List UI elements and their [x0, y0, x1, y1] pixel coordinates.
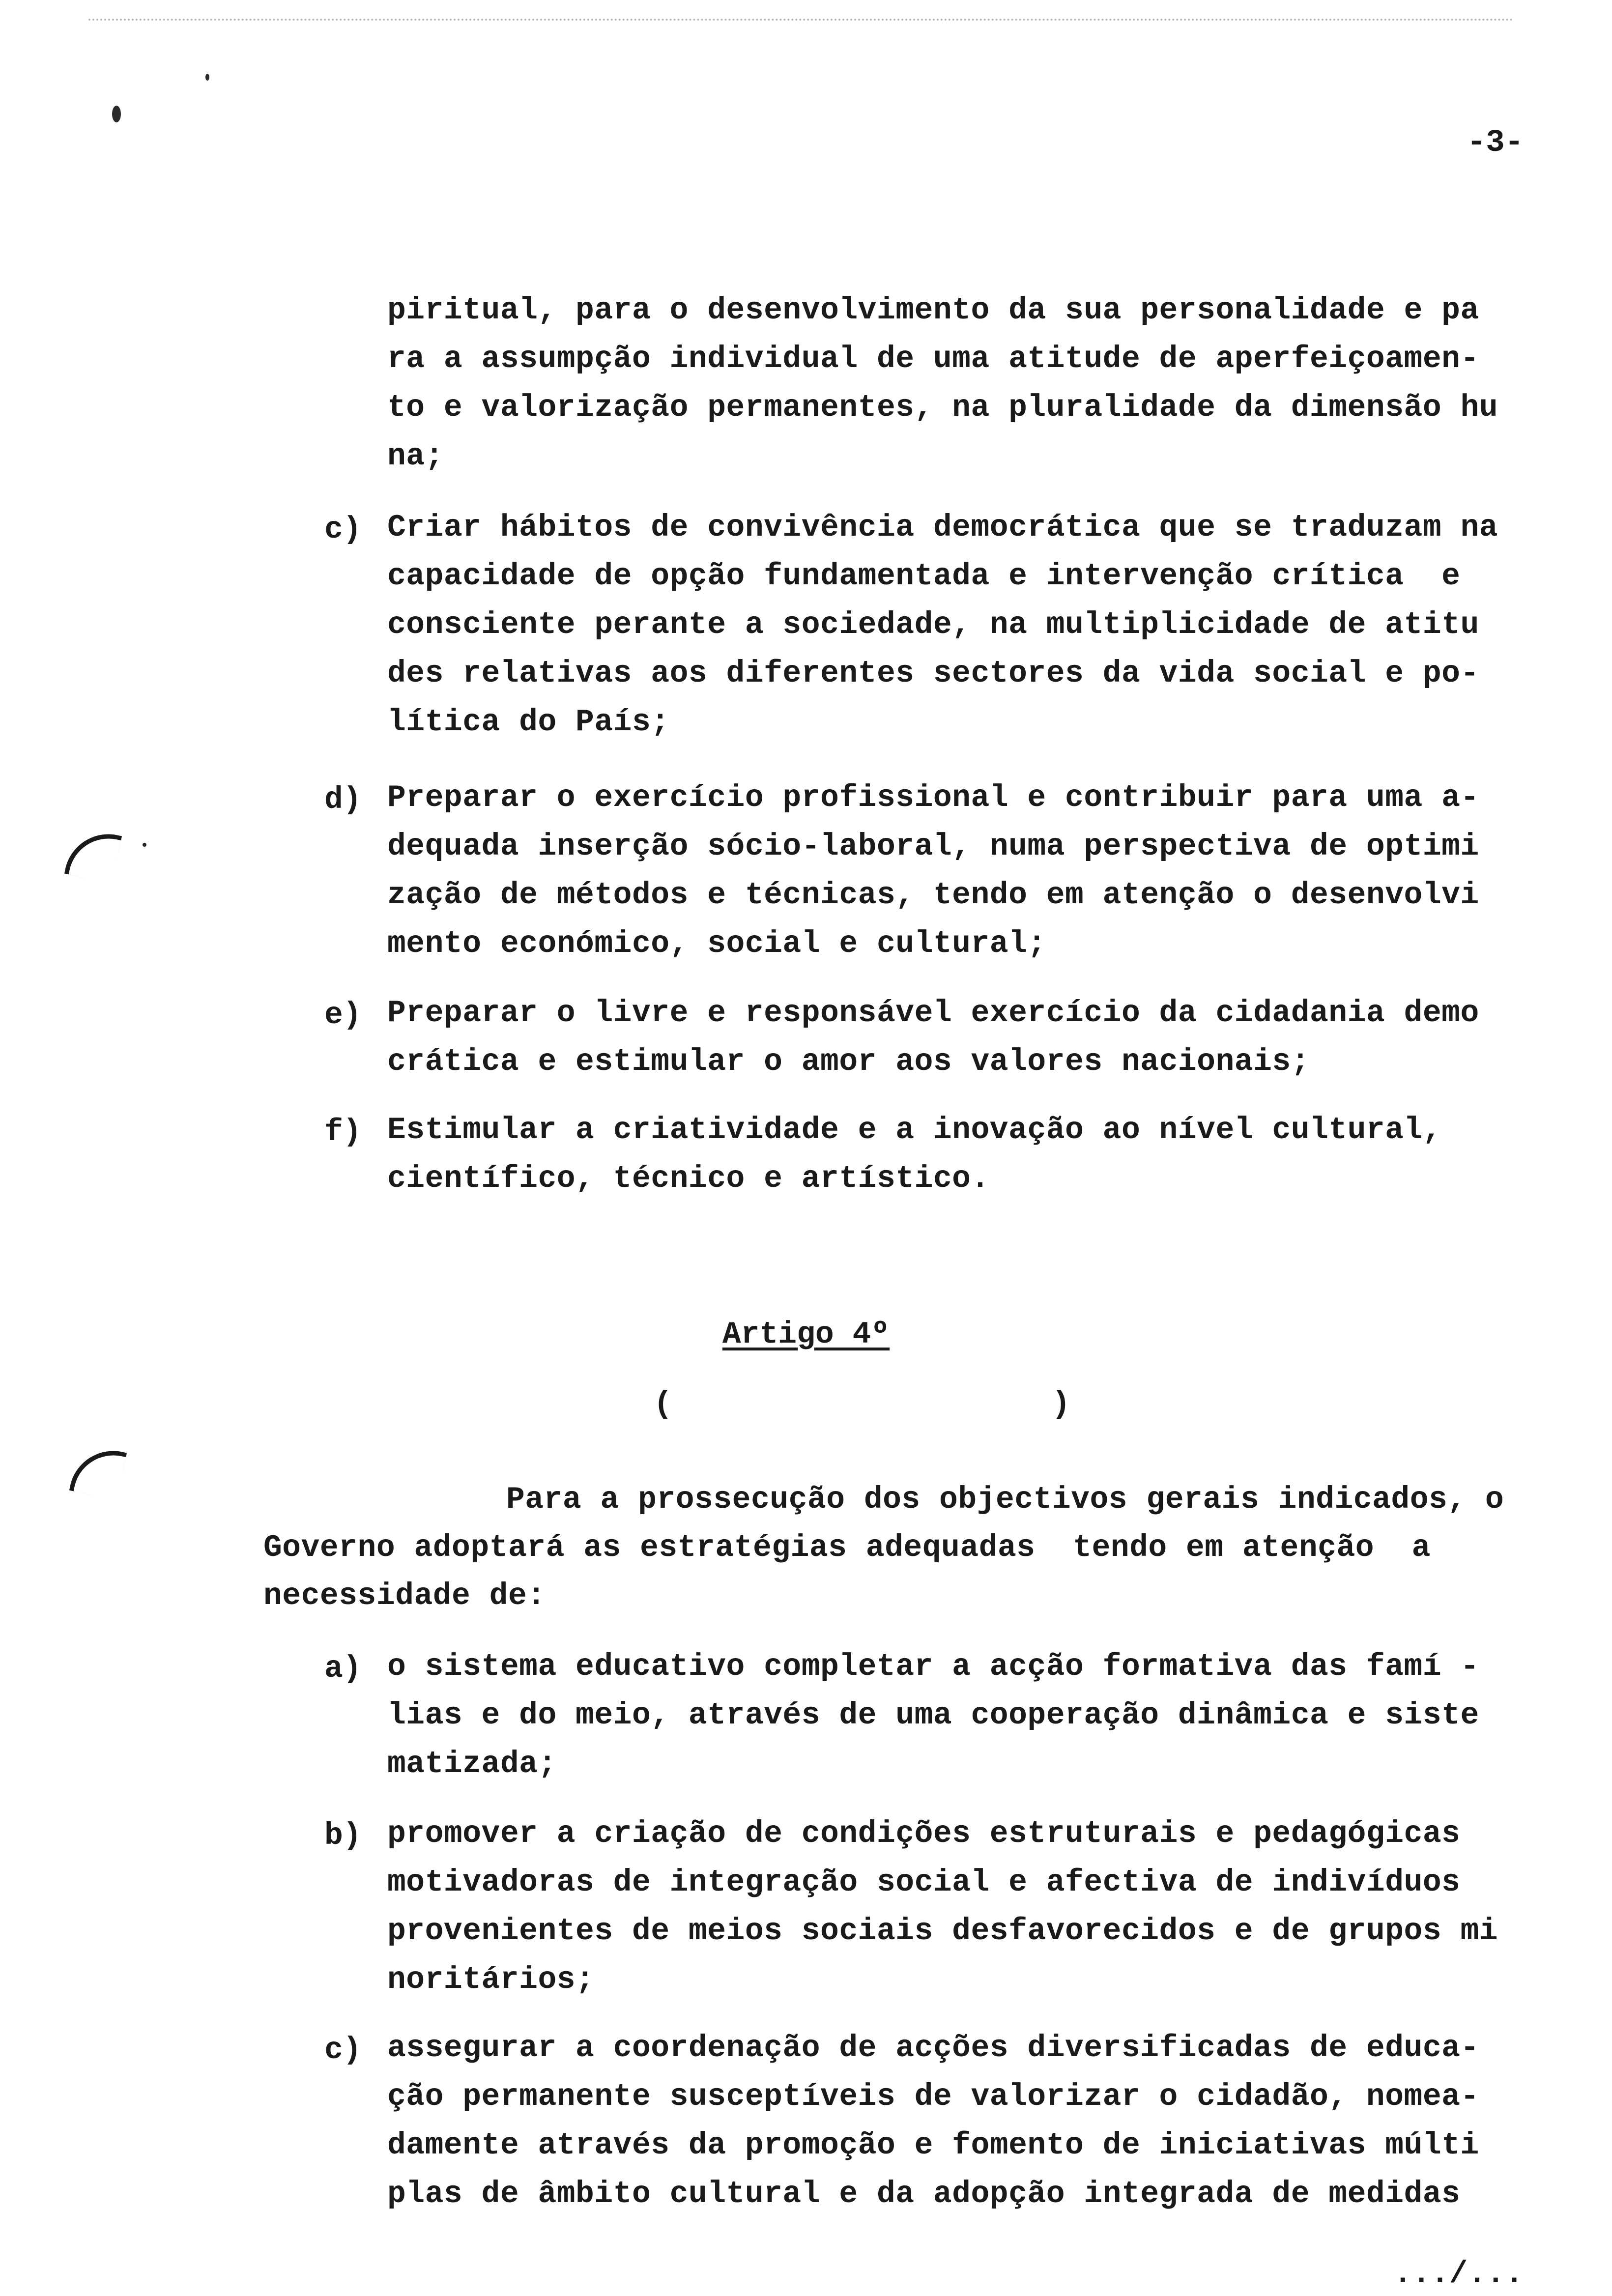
list-item-line: crática e estimular o amor aos valores nacionais;	[387, 1044, 1310, 1079]
scan-hole-mark	[69, 1443, 127, 1500]
list-item-line: matizada;	[387, 1747, 557, 1781]
article-intro-line: necessidade de:	[263, 1578, 546, 1613]
scan-artifact-line	[88, 19, 1514, 21]
article-subtitle-open: (	[654, 1387, 672, 1422]
list-item-line: ção permanente susceptíveis de valorizar o cidadão, nomea-	[387, 2079, 1479, 2114]
list-item-letter: c)	[324, 512, 362, 547]
paragraph-line: ra a assumpção individual de uma atitude de aperfeiçoamen-	[387, 342, 1479, 376]
list-item-line: Estimular a criatividade e a inovação ao nível cultural,	[387, 1113, 1442, 1148]
list-item-line: lias e do meio, através de uma cooperação dinâmica e siste	[387, 1698, 1479, 1733]
list-item-line: Preparar o livre e responsável exercício da cidadania demo	[387, 996, 1479, 1031]
list-item-line: des relativas aos diferentes sectores da vida social e po-	[387, 656, 1479, 691]
list-item-letter: b)	[324, 1818, 362, 1853]
list-item-line: o sistema educativo completar a acção formativa das famí -	[387, 1649, 1479, 1684]
list-item-line: promover a criação de condições estruturais e pedagógicas	[387, 1816, 1461, 1851]
scan-speck	[112, 106, 121, 122]
list-item-line: Criar hábitos de convivência democrática que se traduzam na	[387, 510, 1498, 545]
paragraph-line: piritual, para o desenvolvimento da sua personalidade e pa	[387, 293, 1479, 328]
list-item-line: consciente perante a sociedade, na multiplicidade de atitu	[387, 607, 1479, 642]
list-item-letter: e)	[324, 998, 362, 1033]
paragraph-line: na;	[387, 439, 444, 474]
continuation-mark: .../...	[1393, 2257, 1524, 2292]
list-item-line: zação de métodos e técnicas, tendo em atenção o desenvolvi	[387, 878, 1479, 913]
list-item-line: capacidade de opção fundamentada e intervenção crítica e	[387, 559, 1461, 594]
list-item-line: assegurar a coordenação de acções diversificadas de educa-	[387, 2031, 1479, 2066]
list-item-line: mento económico, social e cultural;	[387, 926, 1046, 961]
list-item-line: dequada inserção sócio-laboral, numa perspectiva de optimi	[387, 829, 1479, 864]
list-item-line: motivadoras de integração social e afectiva de indivíduos	[387, 1865, 1461, 1900]
list-item-line: científico, técnico e artístico.	[387, 1161, 990, 1196]
list-item-letter: f)	[324, 1115, 362, 1149]
article-intro-line: Para a prossecução dos objectivos gerais indicados, o	[506, 1482, 1504, 1517]
list-item-letter: d)	[324, 782, 362, 817]
scan-speck	[143, 843, 146, 847]
paragraph-line: to e valorização permanentes, na pluralidade da dimensão hu	[387, 390, 1498, 425]
article-intro-line: Governo adoptará as estratégias adequadas tendo em atenção a	[263, 1530, 1431, 1565]
list-item-line: lítica do País;	[387, 705, 670, 740]
list-item-line: provenientes de meios sociais desfavorecidos e de grupos mi	[387, 1914, 1498, 1949]
scan-speck	[205, 74, 209, 81]
list-item-line: plas de âmbito cultural e da adopção integrada de medidas	[387, 2177, 1461, 2211]
article-title: Artigo 4º	[722, 1317, 890, 1352]
page-number: -3-	[1467, 125, 1524, 161]
article-subtitle-close: )	[1052, 1387, 1070, 1422]
scan-hole-mark	[64, 826, 122, 884]
list-item-line: damente através da promoção e fomento de iniciativas múlti	[387, 2128, 1479, 2163]
list-item-line: noritários;	[387, 1962, 595, 1997]
list-item-letter: c)	[324, 2033, 362, 2067]
article-heading	[0, 1317, 1612, 1352]
list-item-letter: a)	[324, 1651, 362, 1686]
list-item-line: Preparar o exercício profissional e contribuir para uma a-	[387, 780, 1479, 815]
